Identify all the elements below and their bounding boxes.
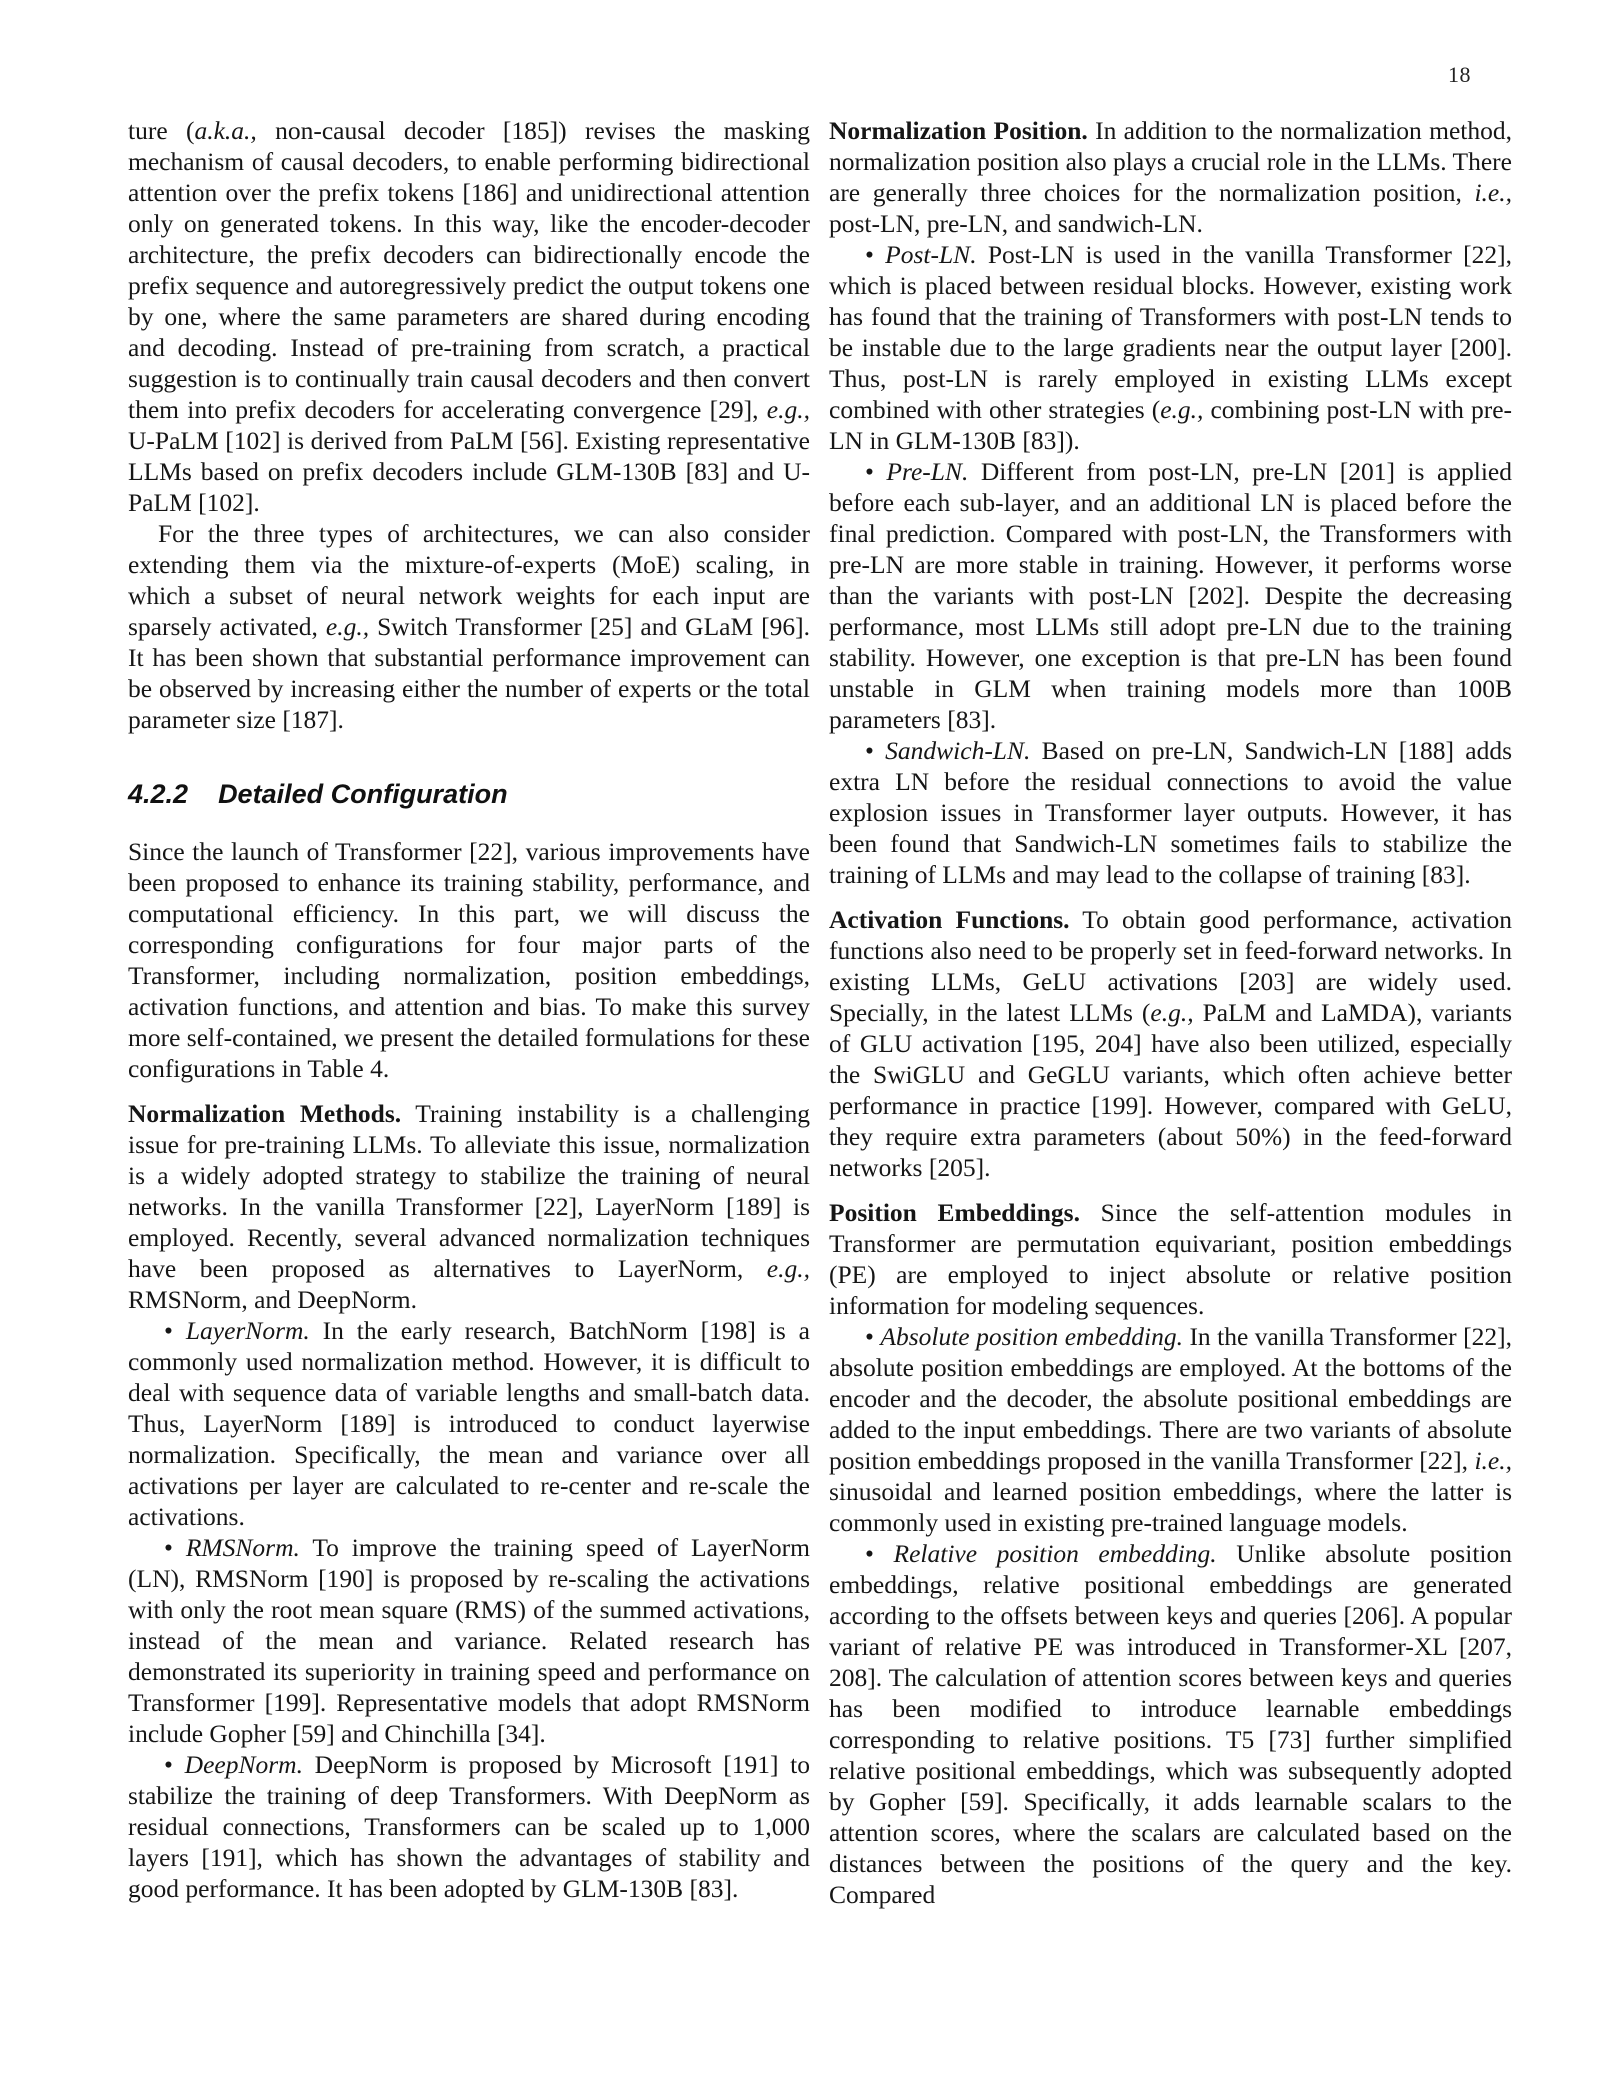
paragraph-prefix-decoder	[128, 115, 810, 518]
text-run: Activation Functions.	[829, 905, 1070, 934]
text-run: In the early research, BatchNorm [198] is a commonly used normalization method. However, it is difficult to deal with sequence data of variable lengths and small-batch data. Thus, LayerNorm [189] is introduced to conduct layerwise normalization. Specifically, the mean and variance over all activations per layer are calculated to re-center and re-scale the activations.	[128, 1316, 810, 1531]
text-run: Normalization Position.	[829, 116, 1088, 145]
text-run: U-PaLM [102] is derived from PaLM [56]. Existing representative LLMs based on prefix decoders include GLM-130B [83] and U-PaLM [102].	[128, 426, 810, 517]
text-run: Normalization Methods.	[128, 1099, 402, 1128]
text-run: e.g.,	[766, 1254, 810, 1283]
bullet-sandwich-ln	[829, 735, 1512, 890]
page-number: 18	[1448, 62, 1471, 87]
text-run: RMSNorm.	[185, 1533, 300, 1562]
bullet-pre-ln	[829, 456, 1512, 735]
text-run: Unlike absolute position embeddings, relative positional embeddings are generated according to the offsets between keys and queries [206]. A popular variant of relative PE was introduced in Transformer-XL [207, 208]. The calculation of attention scores between keys and queries has been modified to introduce learnable embeddings corresponding to relative positions. T5 [73] further simplified relative positional embeddings, which was subsequently adopted by Gopher [59]. Specifically, it adds learnable scalars to the attention scores, where the scalars are calculated based on the distances between the positions of the query and the key. Compared	[829, 1539, 1512, 1909]
text-run: •	[164, 1316, 186, 1345]
text-run: sinusoidal and learned position embeddings, where the latter is commonly used in existing pre-trained language models.	[829, 1477, 1512, 1537]
text-run: Training instability is a challenging issue for pre-training LLMs. To alleviate this issue, normalization is a widely adopted strategy to stabilize the training of neural networks. In the vanilla Transformer [22], LayerNorm [189] is employed. Recently, several advanced normalization techniques have been proposed as alternatives to LayerNorm,	[128, 1099, 810, 1283]
section-heading-title: Detailed Configuration	[218, 779, 508, 809]
text-run: PaLM and LaMDA), variants of GLU activation [195, 204] have also been utilized, especially the SwiGLU and GeGLU variants, which often achieve better performance in practice [199]. However, compared with GeLU, they require extra parameters (about 50%) in the feed-forward networks [205].	[829, 998, 1512, 1182]
text-run: e.g.,	[766, 395, 810, 424]
text-run: LayerNorm.	[185, 1316, 310, 1345]
paragraph-activation-functions	[829, 904, 1512, 1183]
text-run: To obtain good performance, activation functions also need to be properly set in feed-forward networks. In existing LLMs, GeLU activations [203] are widely used. Specially, in the latest LLMs (	[829, 905, 1512, 1027]
text-run: Since the self-attention modules in Transformer are permutation equivariant, position embeddings (PE) are employed to inject absolute or relative position information for modeling sequences.	[829, 1198, 1512, 1320]
text-run: ture (	[128, 116, 195, 145]
text-run: Absolute position embedding.	[880, 1322, 1183, 1351]
text-run: Since the launch of Transformer [22], various improvements have been proposed to enhance its training stability, performance, and computational efficiency. In this part, we will discuss the corresponding configurations for four major parts of the Transformer, including normalization, position embeddings, activation functions, and attention and bias. To make this survey more self-contained, we present the detailed formulations for these configurations in Table 4.	[128, 837, 810, 1083]
section-heading-4-2-2	[128, 779, 810, 810]
text-run: RMSNorm, and DeepNorm.	[128, 1285, 417, 1314]
text-run: combining post-LN with pre-LN in GLM-130B [83]).	[829, 395, 1513, 455]
text-run: Pre-LN.	[886, 457, 969, 486]
text-run: post-LN, pre-LN, and sandwich-LN.	[829, 209, 1203, 238]
text-run: •	[164, 1533, 186, 1562]
text-run: Switch Transformer [25] and GLaM [96]. It has been shown that substantial performance improvement can be observed by increasing either the number of experts or the total parameter size [187].	[128, 612, 810, 734]
text-run: i.e.,	[1474, 1446, 1512, 1475]
bullet-absolute-position-embedding	[829, 1321, 1512, 1538]
text-run: In addition to the normalization method, normalization position also plays a crucial role in the LLMs. There are generally three choices for the normalization position,	[829, 116, 1512, 207]
paragraph-position-embeddings	[829, 1197, 1512, 1321]
right-column	[829, 115, 1512, 1910]
bullet-deepnorm	[128, 1749, 810, 1904]
text-run: •	[164, 1750, 185, 1779]
paragraph-since-transformer	[128, 836, 810, 1084]
text-run: i.e.,	[1474, 178, 1512, 207]
text-run: a.k.a.,	[194, 116, 257, 145]
text-run: Based on pre-LN, Sandwich-LN [188] adds extra LN before the residual connections to avoid the value explosion issues in Transformer layer outputs. However, it has been found that Sandwich-LN sometimes fails to stabilize the training of LLMs and may lead to the collapse of training [83].	[829, 736, 1512, 889]
text-run: •	[865, 240, 886, 269]
text-run: To improve the training speed of LayerNorm (LN), RMSNorm [190] is proposed by re-scaling the activations with only the root mean square (RMS) of the summed activations, instead of the mean and variance. Related research has demonstrated its superiority in training speed and performance on Transformer [199]. Representative models that adopt RMSNorm include Gopher [59] and Chinchilla [34].	[128, 1533, 810, 1748]
text-run: Relative position embedding.	[893, 1539, 1217, 1568]
text-run: •	[865, 736, 886, 765]
paragraph-moe-scaling	[128, 518, 810, 735]
bullet-relative-position-embedding	[829, 1538, 1512, 1910]
text-run: e.g.,	[325, 612, 370, 641]
text-run: •	[865, 1539, 894, 1568]
left-column	[128, 115, 810, 1904]
text-run: •	[865, 457, 887, 486]
paragraph-normalization-methods	[128, 1098, 810, 1315]
text-run: Position Embeddings.	[829, 1198, 1080, 1227]
text-run: In the vanilla Transformer [22], absolute position embeddings are employed. At the bottoms of the encoder and the decoder, the absolute positional embeddings are added to the input embeddings. There are two variants of absolute position embeddings proposed in the vanilla Transformer [22],	[829, 1322, 1512, 1475]
text-run: non-causal decoder [185]) revises the masking mechanism of causal decoders, to enable performing bidirectional attention over the prefix tokens [186] and unidirectional attention only on generated tokens. In this way, like the encoder-decoder architecture, the prefix decoders can bidirectionally encode the prefix sequence and autoregressively predict the output tokens one by one, where the same parameters are shared during encoding and decoding. Instead of pre-training from scratch, a practical suggestion is to continually train causal decoders and then convert them into prefix decoders for accelerating convergence [29],	[128, 116, 811, 424]
text-run: •	[865, 1322, 881, 1351]
paragraph-normalization-position	[829, 115, 1512, 239]
text-run: Different from post-LN, pre-LN [201] is applied before each sub-layer, and an additional LN is placed before the final prediction. Compared with post-LN, the Transformers with pre-LN are more stable in training. However, it performs worse than the variants with post-LN [202]. Despite the decreasing performance, most LLMs still adopt pre-LN due to the training stability. However, one exception is that pre-LN has been found unstable in GLM when training models more than 100B parameters [83].	[829, 457, 1512, 734]
text-run: For the three types of architectures, we can also consider extending them via the mixture-of-experts (MoE) scaling, in which a subset of neural network weights for each input are sparsely activated,	[128, 519, 810, 641]
text-run: DeepNorm.	[184, 1750, 303, 1779]
bullet-rmsnorm	[128, 1532, 810, 1749]
text-run: Post-LN is used in the vanilla Transformer [22], which is placed between residual blocks. However, existing work has found that the training of Transformers with post-LN tends to be instable due to the large gradients near the output layer [200]. Thus, post-LN is rarely employed in existing LLMs except combined with other strategies (	[829, 240, 1512, 424]
bullet-post-ln	[829, 239, 1512, 456]
text-run: Post-LN.	[885, 240, 977, 269]
text-run: Sandwich-LN.	[885, 736, 1031, 765]
bullet-layernorm	[128, 1315, 810, 1532]
text-run: e.g.,	[1160, 395, 1204, 424]
text-run: e.g.,	[1150, 998, 1194, 1027]
text-run: DeepNorm is proposed by Microsoft [191] to stabilize the training of deep Transformers. With DeepNorm as residual connections, Transformers can be scaled up to 1,000 layers [191], which has shown the advantages of stability and good performance. It has been adopted by GLM-130B [83].	[128, 1750, 811, 1903]
section-heading-number: 4.2.2	[128, 779, 189, 809]
